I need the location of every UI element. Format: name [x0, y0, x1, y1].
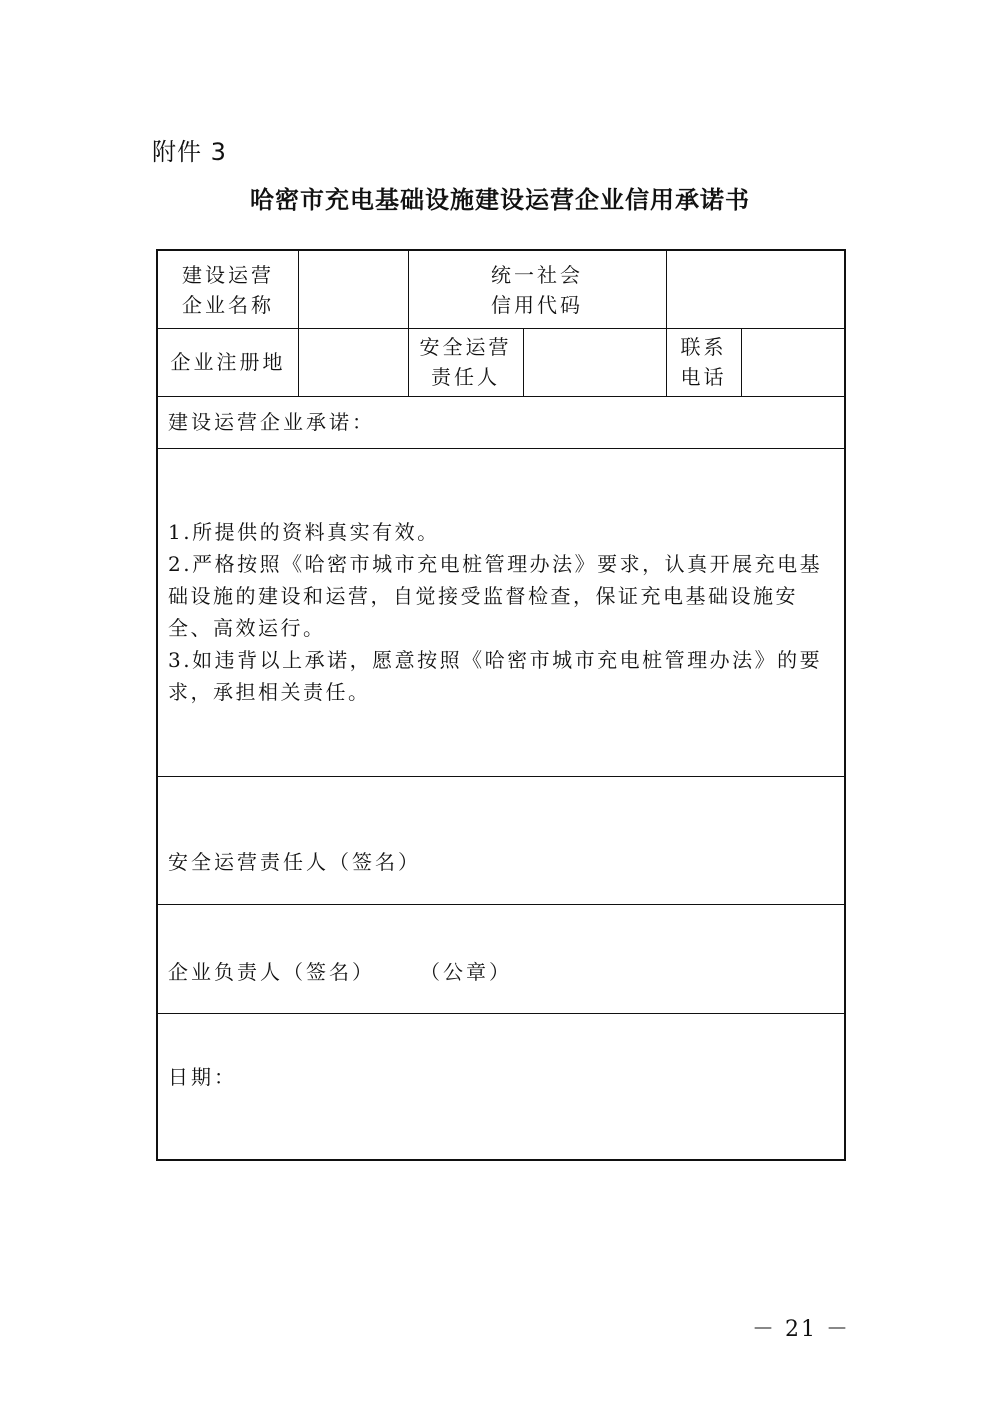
company-head-signature-label: 企业负责人（签名） — [168, 960, 375, 984]
phone-field[interactable] — [741, 328, 844, 396]
commitment-header-text: 建设运营企业承诺： — [168, 410, 375, 434]
commitment-form — [156, 249, 846, 1161]
official-seal-label: （公章） — [420, 960, 512, 984]
commitment-header — [168, 396, 828, 448]
row-divider — [158, 776, 844, 777]
commitment-item-3: 3.如违背以上承诺，愿意按照《哈密市城市充电桩管理办法》的要求，承担相关责任。 — [168, 648, 823, 704]
safety-officer-label-line2: 责任人 — [431, 365, 500, 389]
credit-code-field[interactable] — [666, 251, 844, 328]
page-number: － 21 － — [752, 1317, 850, 1342]
safety-officer-field[interactable] — [523, 328, 666, 396]
commitment-item-1: 1.所提供的资料真实有效。 — [168, 520, 440, 544]
company-name-label-line1: 建设运营 — [182, 262, 274, 287]
row-divider — [158, 1013, 844, 1014]
row-divider — [158, 448, 844, 449]
safety-officer-signature-label: 安全运营责任人（签名） — [168, 850, 421, 874]
column-divider — [741, 328, 742, 396]
phone-label-line1: 联系 — [680, 335, 727, 359]
column-divider — [298, 251, 299, 396]
safety-officer-label — [408, 328, 523, 396]
registered-address-label-text: 企业注册地 — [170, 350, 286, 374]
column-divider — [666, 251, 667, 396]
commitment-list — [168, 516, 830, 756]
credit-code-label-line1: 统一社会 — [491, 262, 583, 287]
row-divider — [158, 904, 844, 905]
column-divider — [408, 251, 409, 396]
company-name-field[interactable] — [298, 251, 408, 328]
registered-address-field[interactable] — [298, 328, 408, 396]
company-name-label — [158, 251, 298, 328]
company-name-label-line2: 企业名称 — [182, 292, 274, 317]
safety-officer-label-line1: 安全运营 — [419, 335, 512, 359]
attachment-label: 附件 3 — [152, 138, 227, 166]
document-title: 哈密市充电基础设施建设运营企业信用承诺书 — [250, 186, 750, 214]
date-label: 日期： — [168, 1065, 237, 1089]
commitment-item-2: 2.严格按照《哈密市城市充电桩管理办法》要求，认真开展充电基础设施的建设和运营，自觉接受监督检查，保证充电基础设施安全、高效运行。 — [168, 552, 823, 640]
phone-label — [666, 328, 741, 396]
registered-address-label — [158, 328, 298, 396]
credit-code-label-line2: 信用代码 — [491, 292, 583, 317]
row-divider — [158, 396, 844, 397]
phone-label-line2: 电话 — [680, 365, 727, 389]
column-divider — [523, 328, 524, 396]
credit-code-label — [408, 251, 666, 328]
